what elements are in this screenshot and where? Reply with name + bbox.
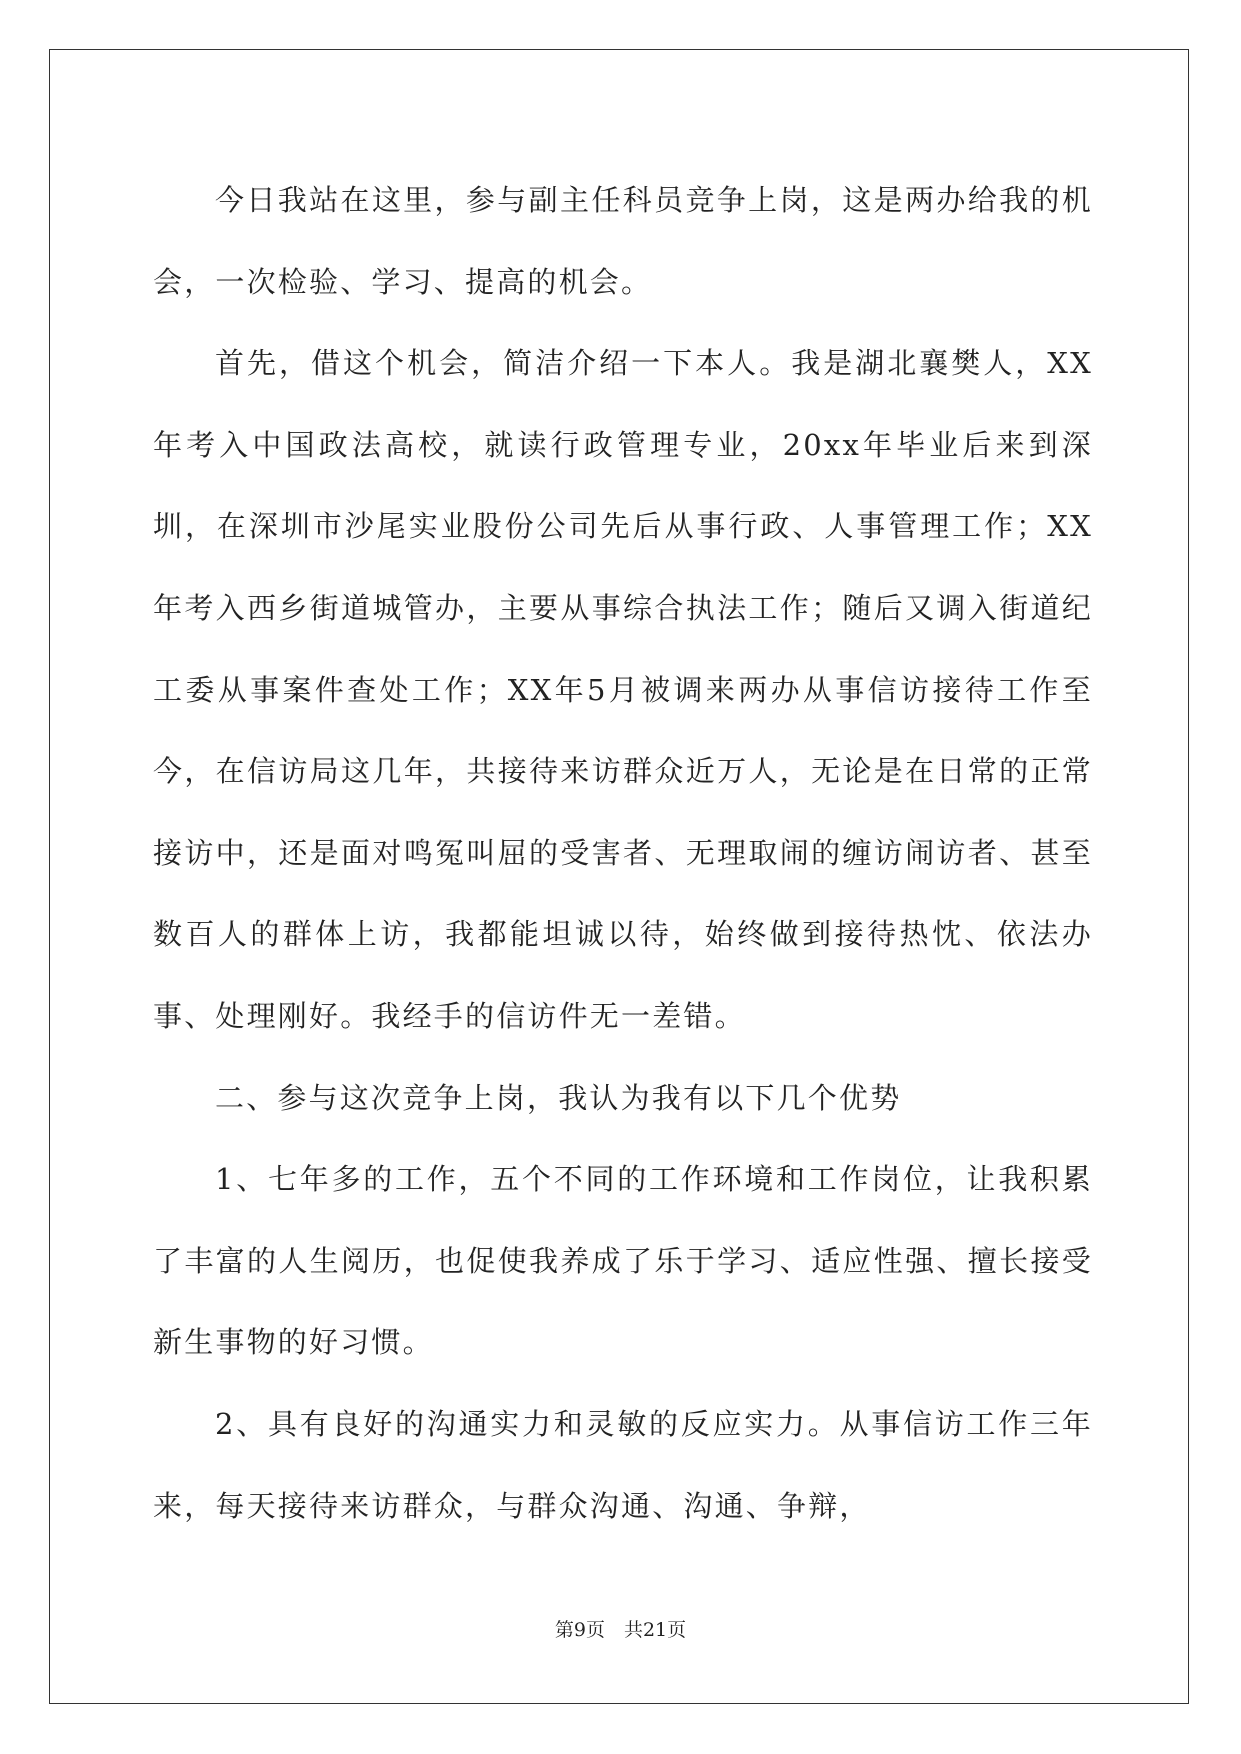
paragraph-advantage-2: 2、具有良好的沟通实力和灵敏的反应实力。从事信访工作三年来，每天接待来访群众，与群众沟通、沟通、争辩， xyxy=(153,1406,1093,1523)
paragraph-advantage-1: 1、七年多的工作，五个不同的工作环境和工作岗位，让我积累了丰富的人生阅历，也促使我养成了乐于学习、适应性强、擅长接受新生事物的好习惯。 xyxy=(153,1162,1093,1360)
paragraph-intro: 今日我站在这里，参与副主任科员竞争上岗，这是两办给我的机会，一次检验、学习、提高的机会。 xyxy=(153,183,1093,299)
paragraph-self-introduction: 首先，借这个机会，简洁介绍一下本人。我是湖北襄樊人，XX年考入中国政法高校，就读行政管理专业，20xx年毕业后来到深圳，在深圳市沙尾实业股份公司先后从事行政、人事管理工作；XX年考入西乡街道城管办，主要从事综合执法工作；随后又调入街道纪工委从事案件查处工作；XX年5月被调来两办从事信访接待工作至今，在信访局这几年，共接待来访群众近万人，无论是在日常的正常接访中，还是面对鸣冤叫屈的受害者、无理取闹的缠访闹访者、甚至数百人的群体上访，我都能坦诚以待，始终做到接待热忱、依法办事、处理刚好。我经手的信访件无一差错。 xyxy=(153,346,1093,1033)
page-number-footer: 第9页 共21页 xyxy=(554,1619,687,1641)
paragraph-section-heading: 二、参与这次竞争上岗，我认为我有以下几个优势 xyxy=(215,1080,902,1115)
document-body xyxy=(153,160,1093,1547)
